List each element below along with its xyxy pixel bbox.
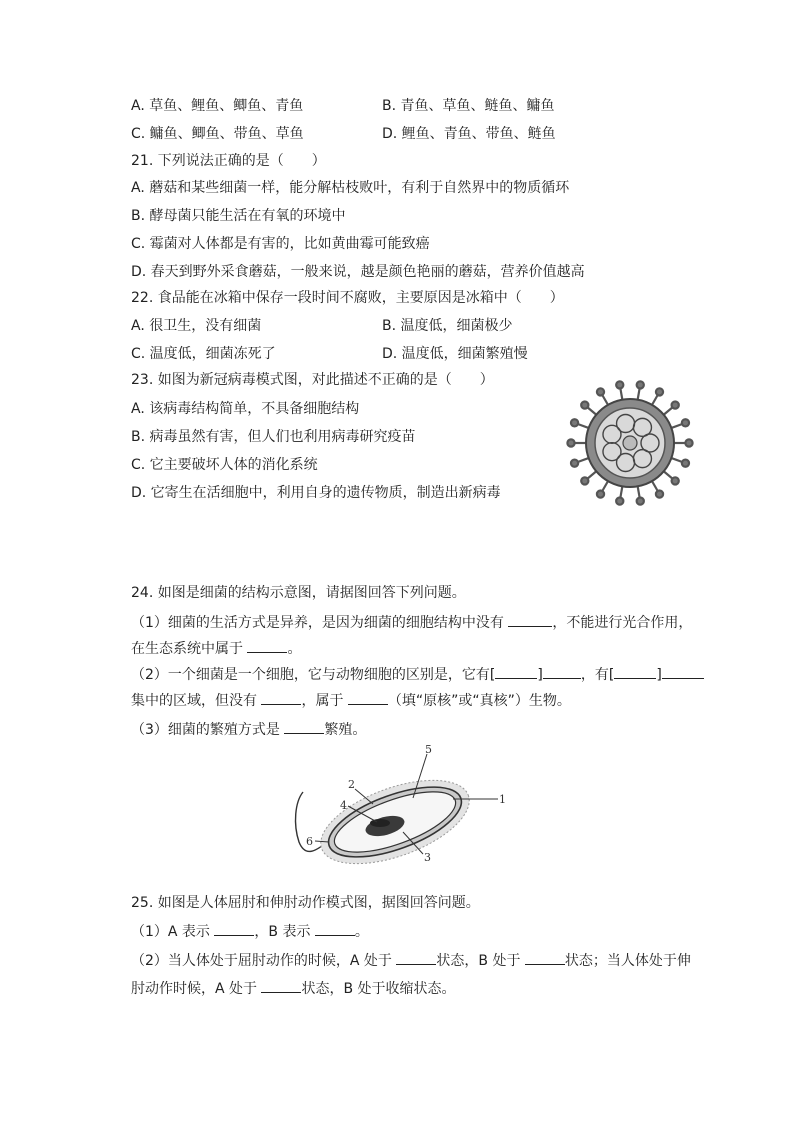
answer-blank[interactable]: [348, 689, 388, 705]
q23-option-d: D. 它寄生在活细胞中，利用自身的遗传物质，制造出新病毒: [131, 485, 501, 501]
label-2: 2: [348, 778, 355, 791]
spike-head: [656, 388, 663, 395]
q24-p1-text-d: 。: [287, 641, 302, 657]
q25-p2-text-b: 状态，B 处于: [436, 953, 525, 969]
spike-head: [581, 477, 588, 484]
spike-head: [597, 490, 604, 497]
q24-p2-text-d: ]: [656, 667, 662, 683]
label-1: 1: [499, 793, 506, 806]
q21-option-b: B. 酵母菌只能生活在有氧的环境中: [131, 208, 346, 224]
q24-p2-text-b: ]: [537, 667, 543, 683]
q24-p2-text-g: （填“原核”或“真核”）生物。: [387, 693, 571, 709]
answer-blank[interactable]: [284, 718, 324, 734]
q25-p1-text-c: 。: [354, 924, 369, 940]
label-5: 5: [425, 743, 432, 756]
spike-head: [682, 460, 689, 467]
spike-head: [616, 498, 623, 505]
spike-head: [672, 401, 679, 408]
q25-p2-text-c: 状态；当人体处于伸: [564, 953, 691, 969]
spike-head: [616, 381, 623, 388]
q21-option-d: D. 春天到野外采食蘑菇，一般来说，越是颜色艳丽的蘑菇，营养价值越高: [131, 264, 585, 280]
q25-part2-line1: [131, 949, 691, 971]
spike-head: [637, 381, 644, 388]
q24-p3-text-a: （3）细菌的繁殖方式是: [131, 722, 285, 738]
answer-blank[interactable]: [261, 977, 301, 993]
q23-option-c: C. 它主要破坏人体的消化系统: [131, 457, 318, 473]
q22-stem: 22. 食品能在冰箱中保存一段时间不腐败，主要原因是冰箱中（ ）: [131, 290, 564, 306]
q22-option-b: B. 温度低，细菌极少: [382, 318, 513, 334]
q25-p2-text-a: （2）当人体处于屈肘动作的时候，A 处于: [131, 953, 397, 969]
spike-head: [571, 460, 578, 467]
q23-option-a: A. 该病毒结构简单，不具备细胞结构: [131, 401, 360, 417]
spike-head: [685, 439, 692, 446]
answer-blank[interactable]: [214, 920, 254, 936]
bacterium-figure: [285, 742, 515, 867]
q24-p2-text-a: （2）一个细菌是一个细胞，它与动物细胞的区别是，它有[: [131, 667, 496, 683]
q24-p1-text-b: ，不能进行光合作用，: [552, 615, 693, 631]
spike-head: [597, 388, 604, 395]
q20-option-a: A. 草鱼、鲤鱼、鲫鱼、青鱼: [131, 98, 304, 114]
q24-part1-line2: [131, 637, 301, 659]
spike-head: [581, 401, 588, 408]
label-4: 4: [340, 799, 347, 812]
q22-option-d: D. 温度低，细菌繁殖慢: [382, 346, 528, 362]
q24-part2-line2: [131, 689, 571, 711]
q20-option-c: C. 鳙鱼、鲫鱼、带鱼、草鱼: [131, 126, 304, 142]
q24-p2-text-f: ，属于: [301, 693, 348, 709]
q24-part1-line1: [131, 611, 692, 633]
q24-p2-text-c: ，有[: [580, 667, 615, 683]
answer-blank[interactable]: [396, 949, 436, 965]
answer-blank[interactable]: [247, 637, 287, 653]
spike-head: [637, 498, 644, 505]
q24-part2-line1: [131, 663, 704, 685]
q24-p1-text-a: （1）细菌的生活方式是异养，是因为细菌的细胞结构中没有: [131, 615, 509, 631]
answer-blank[interactable]: [543, 663, 581, 679]
q22-option-c: C. 温度低，细菌冻死了: [131, 346, 276, 362]
q24-part3: [131, 718, 366, 740]
answer-blank[interactable]: [662, 663, 704, 679]
answer-blank[interactable]: [315, 920, 355, 936]
answer-blank[interactable]: [614, 663, 656, 679]
label-6: 6: [306, 835, 313, 848]
q23-stem: 23. 如图为新冠病毒模式图，对此描述不正确的是（ ）: [131, 372, 494, 388]
coronavirus-figure: [565, 378, 695, 508]
q25-p2-text-d: 肘动作时候，A 处于: [131, 981, 262, 997]
q24-p2-text-e: 集中的区域，但没有: [131, 693, 262, 709]
q24-stem: 24. 如图是细菌的结构示意图，请据图回答下列问题。: [131, 585, 466, 601]
spike-head: [672, 477, 679, 484]
spike-head: [571, 419, 578, 426]
q21-option-a: A. 蘑菇和某些细菌一样，能分解枯枝败叶，有利于自然界中的物质循环: [131, 180, 570, 196]
q25-p1-text-a: （1）A 表示: [131, 924, 215, 940]
q21-option-c: C. 霉菌对人体都是有害的，比如黄曲霉可能致癌: [131, 236, 430, 252]
answer-blank[interactable]: [261, 689, 301, 705]
q25-part2-line2: [131, 977, 456, 999]
q25-stem: 25. 如图是人体屈肘和伸肘动作模式图，据图回答问题。: [131, 895, 480, 911]
q25-p2-text-e: 状态，B 处于收缩状态。: [301, 981, 456, 997]
q22-option-a: A. 很卫生，没有细菌: [131, 318, 262, 334]
answer-blank[interactable]: [525, 949, 565, 965]
label-3: 3: [424, 851, 431, 864]
q24-p1-text-c: 在生态系统中属于: [131, 641, 248, 657]
q23-option-b: B. 病毒虽然有害，但人们也利用病毒研究疫苗: [131, 429, 416, 445]
spike-head: [682, 419, 689, 426]
q25-part1: [131, 920, 369, 942]
spike-head: [656, 490, 663, 497]
q24-p3-text-b: 繁殖。: [324, 722, 367, 738]
spike-head: [567, 439, 574, 446]
q20-option-b: B. 青鱼、草鱼、鲢鱼、鳙鱼: [382, 98, 555, 114]
q20-option-d: D. 鲤鱼、青鱼、带鱼、鲢鱼: [382, 126, 556, 142]
answer-blank[interactable]: [508, 611, 552, 627]
answer-blank[interactable]: [495, 663, 537, 679]
q25-p1-text-b: ，B 表示: [254, 924, 315, 940]
q21-stem: 21. 下列说法正确的是（ ）: [131, 153, 326, 169]
